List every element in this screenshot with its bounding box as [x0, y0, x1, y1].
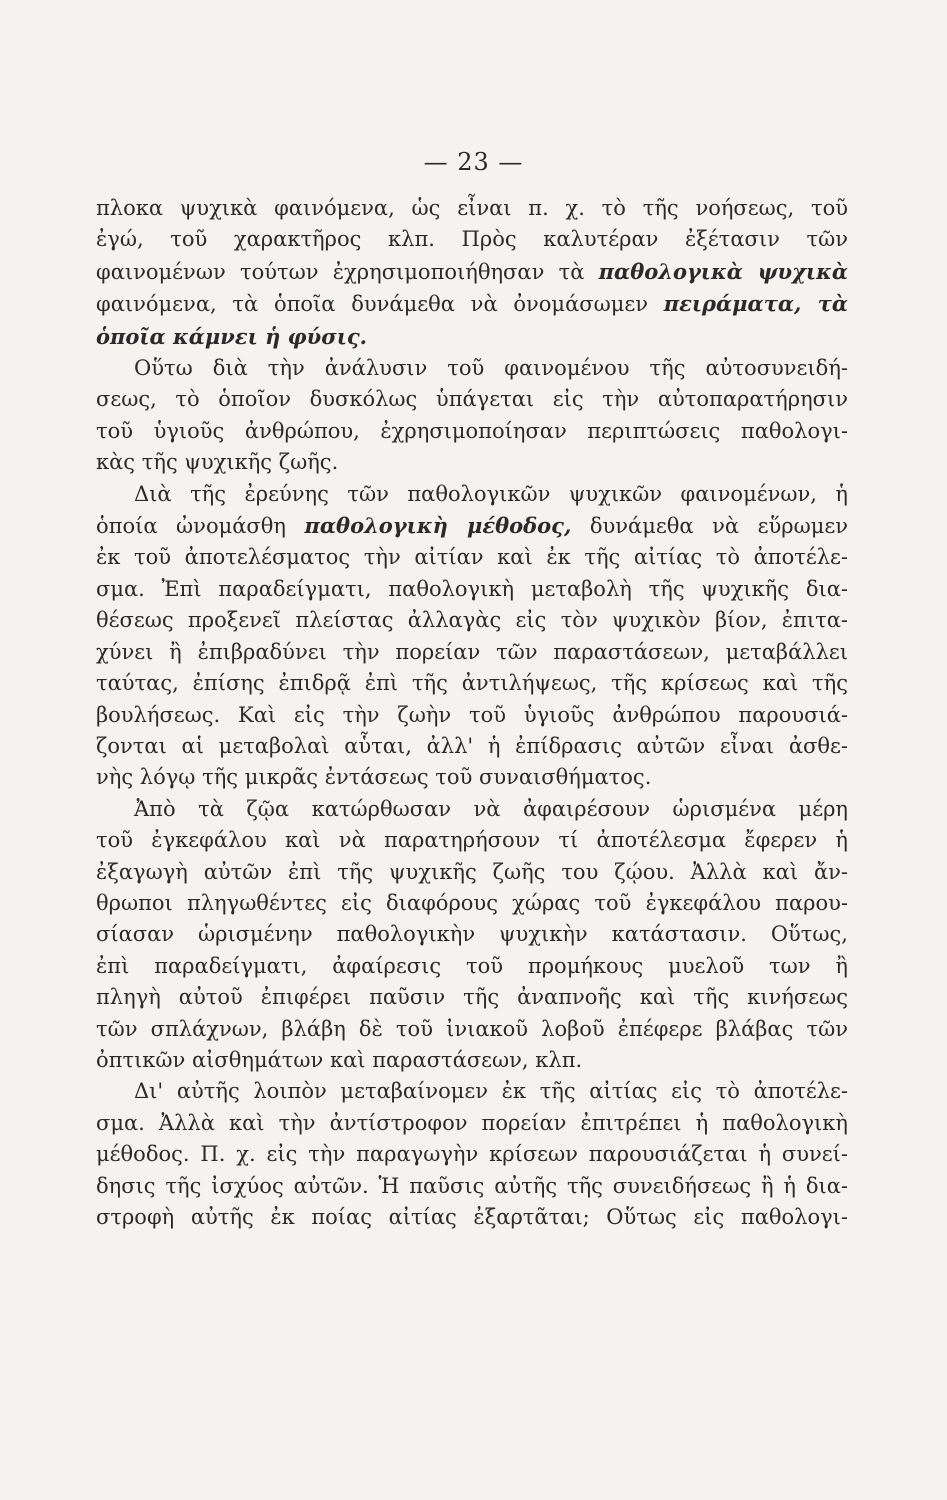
text-line: ἐκ τοῦ ἀποτελέσματος τὴν αἰτίαν καὶ ἐκ τῆς αἰτίας τὸ ἀποτέλε-	[96, 545, 848, 570]
text-line: πλοκα ψυχικὰ φαινόμενα, ὡς εἶναι π. χ. τὸ τῆς νοήσεως, τοῦ	[96, 196, 848, 220]
text-line: νὴς λόγῳ τῆς μικρᾶς ἐντάσεως τοῦ συναισθήματος.	[96, 765, 652, 790]
body-text	[96, 193, 848, 1233]
text-line: σεως, τὸ ὁποῖον δυσκόλως ὑπάγεται εἰς τὴν αὐτοπαρατήρησιν	[96, 387, 848, 412]
text-line: θέσεως προξενεῖ πλείστας ἀλλαγὰς εἰς τὸν ψυχικὸν βίον, ἐπιτα-	[96, 608, 848, 633]
text-line: Οὕτω διὰ τὴν ἀνάλυσιν τοῦ φαινομένου τῆς αὐτοσυνειδή-	[134, 356, 848, 381]
text-line: Ἀπὸ τὰ ζῷα κατώρθωσαν νὰ ἀφαιρέσουν ὡρισμένα μέρη	[134, 796, 848, 821]
text-line: στροφὴ αὐτῆς ἐκ ποίας αἰτίας ἐξαρτᾶται; Οὕτως εἰς παθολογι-	[96, 1205, 848, 1229]
text-line: Διὰ τῆς ἐρεύνης τῶν παθολογικῶν ψυχικῶν φαινομένων, ἡ	[134, 481, 848, 506]
text-line: τοῦ ἐγκεφάλου καὶ νὰ παρατηρήσουν τί ἀποτέλεσμα ἔφερεν ἡ	[96, 828, 848, 853]
text-line: πληγὴ αὐτοῦ ἐπιφέρει παῦσιν τῆς ἀναπνοῆς καὶ τῆς κινήσεως	[96, 985, 848, 1010]
text-line: ζονται αἱ μεταβολαὶ αὗται, ἀλλ' ἡ ἐπίδρασις αὐτῶν εἶναι ἀσθε-	[96, 733, 848, 758]
text-line: φαινομένων τούτων ἐχρησιμοποιήθησαν τὰ παθολογικὰ ψυχικὰ	[96, 258, 848, 284]
text-line: ἐπὶ παραδείγματι, ἀφαίρεσις τοῦ προμήκους μυελοῦ των ἢ	[96, 953, 848, 978]
text-line: ὁποία ὠνομάσθη παθολογικὴ μέθοδος, δυνάμεθα νὰ εὕρωμεν	[96, 513, 849, 539]
text-line: ἐγώ, τοῦ χαρακτῆρος κλπ. Πρὸς καλυτέραν ἐξέτασιν τῶν	[96, 227, 848, 252]
text-line: ἐξαγωγὴ αὐτῶν ἐπὶ τῆς ψυχικῆς ζωῆς του ζῴου. Ἀλλὰ καὶ ἄν-	[96, 859, 848, 884]
text-line: θρωποι πληγωθέντες εἰς διαφόρους χώρας τοῦ ἐγκεφάλου παρου-	[96, 890, 848, 915]
text-line: τῶν σπλάχνων, βλάβη δὲ τοῦ ἰνιακοῦ λοβοῦ ἐπέφερε βλάβας τῶν	[96, 1016, 848, 1041]
text-line: ὀπτικῶν αἰσθημάτων καὶ παραστάσεων, κλπ.	[96, 1047, 583, 1072]
emphasized-term: παθολογικὰ ψυχικὰ	[598, 258, 848, 284]
text-line: μέθοδος. Π. χ. εἰς τὴν παραγωγὴν κρίσεων παρουσιάζεται ἡ συνεί-	[96, 1142, 848, 1167]
text-line: δησις τῆς ἰσχύος αὐτῶν. Ἡ παῦσις αὐτῆς τῆς συνειδήσεως ἢ ἡ δια-	[96, 1173, 848, 1198]
text-line: ταύτας, ἐπίσης ἐπιδρᾷ ἐπὶ τῆς ἀντιλήψεως, τῆς κρίσεως καὶ τῆς	[96, 671, 848, 696]
text-line: φαινόμενα, τὰ ὁποῖα δυνάμεθα νὰ ὀνομάσωμεν πειράματα, τὰ	[96, 291, 848, 317]
text-line: σίασαν ὡρισμένην παθολογικὴν ψυχικὴν κατάστασιν. Οὕτως,	[96, 922, 848, 947]
emphasized-term: ὁποῖα κάμνει ἡ φύσις.	[96, 323, 367, 349]
text-line: χύνει ἢ ἐπιβραδύνει τὴν πορείαν τῶν παραστάσεων, μεταβάλλει	[96, 639, 848, 664]
text-line: σμα. Ἀλλὰ καὶ τὴν ἀντίστροφον πορείαν ἐπιτρέπει ἡ παθολογικὴ	[96, 1110, 848, 1135]
text-line: βουλήσεως. Καὶ εἰς τὴν ζωὴν τοῦ ὑγιοῦς ἀνθρώπου παρουσιά-	[96, 702, 848, 727]
emphasized-term: παθολογικὴ μέθοδος,	[304, 513, 572, 539]
text-line: τοῦ ὑγιοῦς ἀνθρώπου, ἐχρησιμοποίησαν περιπτώσεις παθολογι-	[96, 418, 848, 443]
text-line: σμα. Ἐπὶ παραδείγματι, παθολογικὴ μεταβολὴ τῆς ψυχικῆς δια-	[96, 576, 848, 601]
page-number: — 23 —	[423, 148, 524, 176]
text-line	[96, 321, 848, 353]
emphasized-term: πειράματα, τὰ	[663, 291, 848, 317]
text-line: Δι' αὐτῆς λοιπὸν μεταβαίνομεν ἐκ τῆς αἰτίας εἰς τὸ ἀποτέλε-	[134, 1079, 848, 1104]
text-line: κὰς τῆς ψυχικῆς ζωῆς.	[96, 450, 339, 475]
